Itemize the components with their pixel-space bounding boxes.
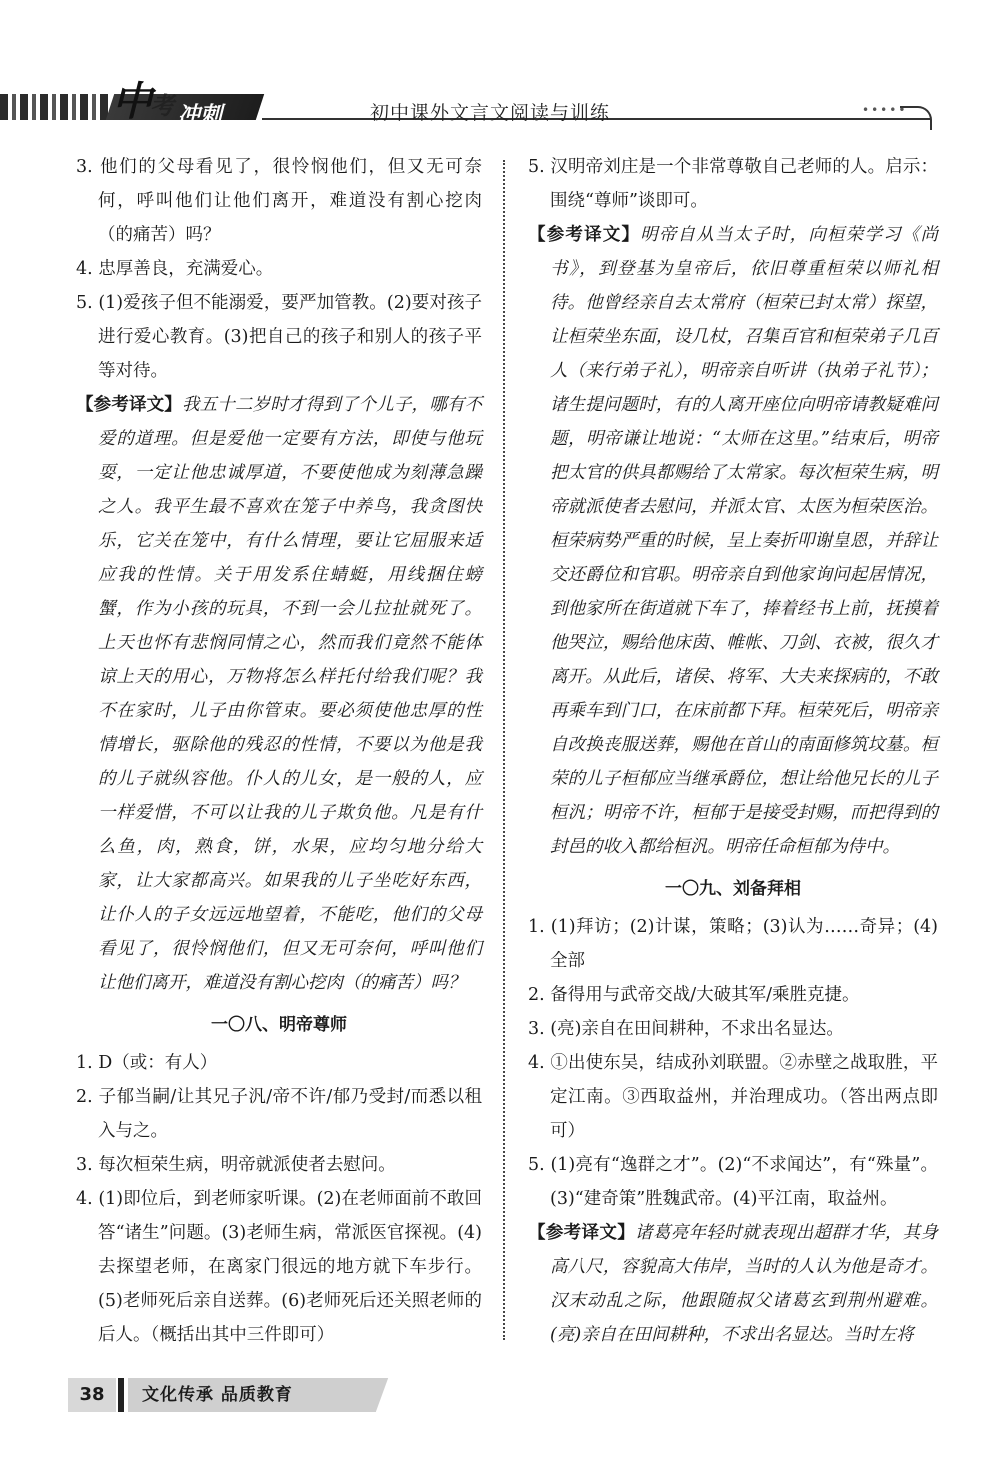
answer-item-t4: 4. ①出使东吴，结成孙刘联盟。②赤壁之战取胜，平定江南。③西取益州，并治理成功。（答出两点即可）: [528, 1053, 938, 1141]
series-logo-char-1: 中: [112, 78, 152, 125]
series-logo-text: 冲刺: [178, 103, 223, 128]
reference-text-2: 明帝自从当太子时，向桓荣学习《尚书》，到登基为皇帝后，依旧尊重桓荣以师礼相待。他曾经亲自去太常府（桓荣已封太常）探望，让桓荣坐东面，设几杖，召集百官和桓荣弟子几百人（来行弟子礼），明帝亲自听讲（执弟子礼节）；诸生提问题时，有的人离开座位向明帝请教疑难问题，明帝谦让地说：“太师在这里。”结束后，明帝把太官的供具都赐给了太常家。每次桓荣生病，明帝就派使者去慰问，并派太官、太医为桓荣医治。桓荣病势严重的时候，呈上奏折叩谢皇恩，并辞让交还爵位和官职。明帝亲自到他家询问起居情况，到他家所在街道就下车了，捧着经书上前，抚摸着他哭泣，赐给他床茵、帷帐、刀剑、衣被，很久才离开。从此后，诸侯、将军、大夫来探病的，不敢再乘车到门口，在床前都下拜。桓荣死后，明帝亲自改换丧服送葬，赐他在首山的南面修筑坟墓。桓荣的儿子桓郁应当继承爵位，想让给他兄长的儿子桓汎；明帝不许，桓郁于是接受封赐，而把得到的封邑的收入都给桓汎。明帝任命桓郁为侍中。: [550, 225, 939, 857]
reference-text: 我五十二岁时才得到了个儿子，哪有不爱的道理。但是爱他一定要有方法，即使与他玩耍，一定让他忠诚厚道，不要使他成为刻薄急躁之人。我平生最不喜欢在笼子中养鸟，我贪图快乐，它关在笼中，有什么情理，要让它屈服来适应我的性情。关于用发系住蜻蜓，用线捆住螃蟹，作为小孩的玩具，不到一会儿拉扯就死了。上天也怀有悲悯同情之心，然而我们竟然不能体谅上天的用心，万物将怎么样托付给我们呢？我不在家时，儿子由你管束。要必须使他忠厚的性情增长，驱除他的残忍的性情，不要以为他是我的儿子就纵容他。仆人的儿女，是一般的人，应一样爱惜，不可以让我的儿子欺负他。凡是有什么鱼，肉，熟食，饼，水果，应均匀地分给大家，让大家都高兴。如果我的儿子坐吃好东西，让仆人的子女远远地望着，不能吃，他们的父母看见了，很怜悯他们，但又无可奈何，呼叫他们让他们离开，难道没有割心挖肉（的痛苦）吗？: [98, 395, 483, 993]
answer-item-4b: 4. (1)即位后，到老师家听课。(2)在老师面前不敢回答“诸生”问题。(3)老师生病，常派医官探视。(4)去探望老师，在离家门很远的地方就下车步行。(5)老师死后亲自送葬。(6)老师死后还关照老师的后人。（概括出其中三件即可）: [76, 1189, 482, 1345]
answer-item-t3: 3. (亮)亲自在田间耕种，不求出名显达。: [528, 1019, 844, 1039]
answer-item-4: 4. 忠厚善良，充满爱心。: [76, 259, 274, 279]
section-title-109: 一〇九、刘备拜相: [665, 879, 801, 899]
reference-label-2: 【参考译文】: [528, 225, 641, 245]
footer-slogan: 文化传承 品质教育: [128, 1378, 376, 1412]
page-number: 38: [68, 1378, 116, 1412]
header-curve-decoration: [900, 106, 932, 130]
reference-translation-3: [528, 1216, 938, 1352]
reference-text-3: 诸葛亮年轻时就表现出超群才华，其身高八尺，容貌高大伟岸，当时的人认为他是奇才。汉末动乱之际，他跟随叔父诸葛玄到荆州避难。(亮)亲自在田间耕种，不求出名显达。当时左将: [550, 1223, 939, 1345]
answer-item-2: 2. 子郁当嗣/让其兄子汎/帝不许/郁乃受封/而悉以租入与之。: [76, 1087, 482, 1141]
page-header: [0, 70, 1000, 134]
answer-item-3: 3. 他们的父母看见了，很怜悯他们，但又无可奈何，呼叫他们让他们离开，难道没有割心挖肉（的痛苦）吗？: [76, 157, 482, 245]
answer-item-1: 1. D（或：有人）: [76, 1053, 218, 1073]
right-column: [528, 150, 938, 1352]
reference-translation-2: [528, 218, 938, 864]
book-title: 初中课外文言文阅读与训练: [370, 102, 611, 124]
section-title-108: 一〇八、明帝尊师: [211, 1015, 347, 1035]
header-dots-decoration: •••••: [862, 103, 908, 117]
answer-item-3b: 3. 每次桓荣生病，明帝就派使者去慰问。: [76, 1155, 396, 1175]
reference-label: 【参考译文】: [76, 395, 182, 415]
header-stripe-decoration: [0, 94, 110, 120]
answer-item-t2: 2. 备得用与武帝交战/大破其军/乘胜克捷。: [528, 985, 860, 1005]
left-column: [76, 150, 482, 1352]
answer-item-5b: 5. 汉明帝刘庄是一个非常尊敬自己老师的人。启示：围绕“尊师”谈即可。: [528, 157, 938, 211]
answer-item-5: 5. (1)爱孩子但不能溺爱，要严加管教。(2)要对孩子进行爱心教育。(3)把自己的孩子和别人的孩子平等对待。: [76, 293, 482, 381]
answer-item-t5: 5. (1)亮有“逸群之才”。(2)“不求闻达”，有“殊量”。(3)“建奇策”胜魏武帝。(4)平江南，取益州。: [528, 1155, 938, 1209]
footer-bar-decoration: [118, 1378, 124, 1412]
reference-translation: [76, 388, 482, 1000]
column-divider: [503, 160, 505, 1340]
series-logo-char-2: 考: [150, 91, 174, 120]
answer-item-t1: 1. (1)拜访；(2)计谋，策略；(3)认为……奇异；(4)全部: [528, 917, 938, 971]
reference-label-3: 【参考译文】: [528, 1223, 636, 1243]
